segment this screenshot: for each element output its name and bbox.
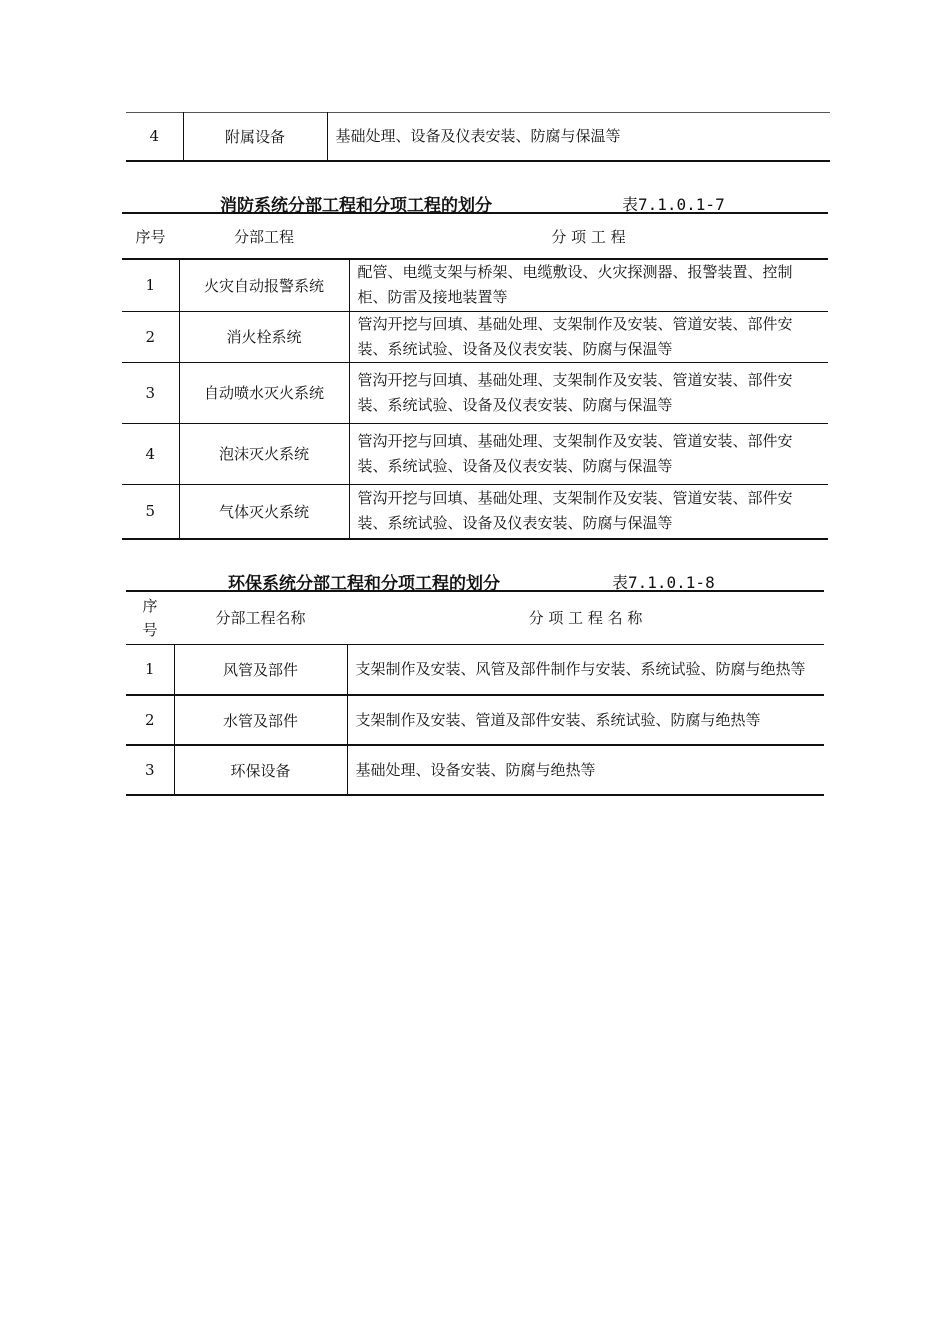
table-prev — [126, 112, 830, 162]
table-row — [126, 644, 824, 695]
cell-items: 基础处理、设备安装、防腐与绝热等 — [355, 760, 596, 779]
table-header-row — [126, 591, 824, 644]
header-items: 分 项 工 程 名 称 — [528, 609, 643, 628]
cell-no: 1 — [126, 644, 174, 695]
header-items: 分 项 工 程 — [551, 227, 626, 246]
table-row — [122, 362, 828, 423]
table-fire-number: 表7.1.0.1-7 — [622, 195, 725, 214]
table-env-number: 表7.1.0.1-8 — [612, 573, 715, 592]
table-row — [122, 311, 828, 362]
cell-no: 4 — [122, 423, 179, 484]
header-no — [126, 591, 174, 644]
cell-no: 3 — [126, 745, 174, 795]
cell-part: 自动喷水灭火系统 — [179, 362, 349, 423]
cell-items: 管沟开挖与回填、基础处理、支架制作及安装、管道安装、部件安装、系统试验、设备及仪表安装、防腐与保温等 — [357, 314, 793, 358]
header-no-line1: 序 — [142, 596, 158, 615]
table-row — [126, 695, 824, 745]
cell-part: 消火栓系统 — [179, 311, 349, 362]
table-row — [126, 113, 830, 161]
cell-part: 泡沫灭火系统 — [179, 423, 349, 484]
cell-part: 气体灭火系统 — [179, 484, 349, 539]
cell-items: 配管、电缆支架与桥架、电缆敷设、火灾探测器、报警装置、控制柜、防雷及接地装置等 — [357, 263, 793, 307]
table-env — [126, 590, 824, 796]
table-env-title: 环保系统分部工程和分项工程的划分 — [228, 574, 500, 594]
cell-items: 支架制作及安装、风管及部件制作与安装、系统试验、防腐与绝热等 — [355, 659, 806, 678]
header-part: 分部工程 — [233, 227, 294, 246]
cell-no: 3 — [122, 362, 179, 423]
cell-items: 基础处理、设备及仪表安装、防腐与保温等 — [335, 126, 621, 145]
table-fire-title: 消防系统分部工程和分项工程的划分 — [220, 196, 492, 216]
cell-items: 支架制作及安装、管道及部件安装、系统试验、防腐与绝热等 — [355, 710, 761, 729]
header-no: 序号 — [135, 227, 166, 246]
cell-part: 风管及部件 — [174, 644, 347, 695]
cell-no: 1 — [122, 259, 179, 311]
table-row — [122, 423, 828, 484]
cell-no: 5 — [122, 484, 179, 539]
table-row — [122, 484, 828, 539]
header-part: 分部工程名称 — [215, 609, 306, 628]
cell-items: 管沟开挖与回填、基础处理、支架制作及安装、管道安装、部件安装、系统试验、设备及仪表安装、防腐与保温等 — [357, 431, 793, 475]
cell-part: 附属设备 — [183, 113, 327, 161]
cell-no: 2 — [122, 311, 179, 362]
table-header-row — [122, 213, 828, 259]
cell-no: 4 — [126, 113, 183, 161]
cell-part: 火灾自动报警系统 — [179, 259, 349, 311]
table-fire — [122, 212, 828, 540]
cell-no: 2 — [126, 695, 174, 745]
cell-items: 管沟开挖与回填、基础处理、支架制作及安装、管道安装、部件安装、系统试验、设备及仪表安装、防腐与保温等 — [357, 370, 793, 414]
cell-part: 水管及部件 — [174, 695, 347, 745]
cell-part: 环保设备 — [174, 745, 347, 795]
header-no-line2: 号 — [142, 620, 158, 639]
table-row — [126, 745, 824, 795]
table-row — [122, 259, 828, 311]
cell-items: 管沟开挖与回填、基础处理、支架制作及安装、管道安装、部件安装、系统试验、设备及仪表安装、防腐与保温等 — [357, 489, 793, 533]
